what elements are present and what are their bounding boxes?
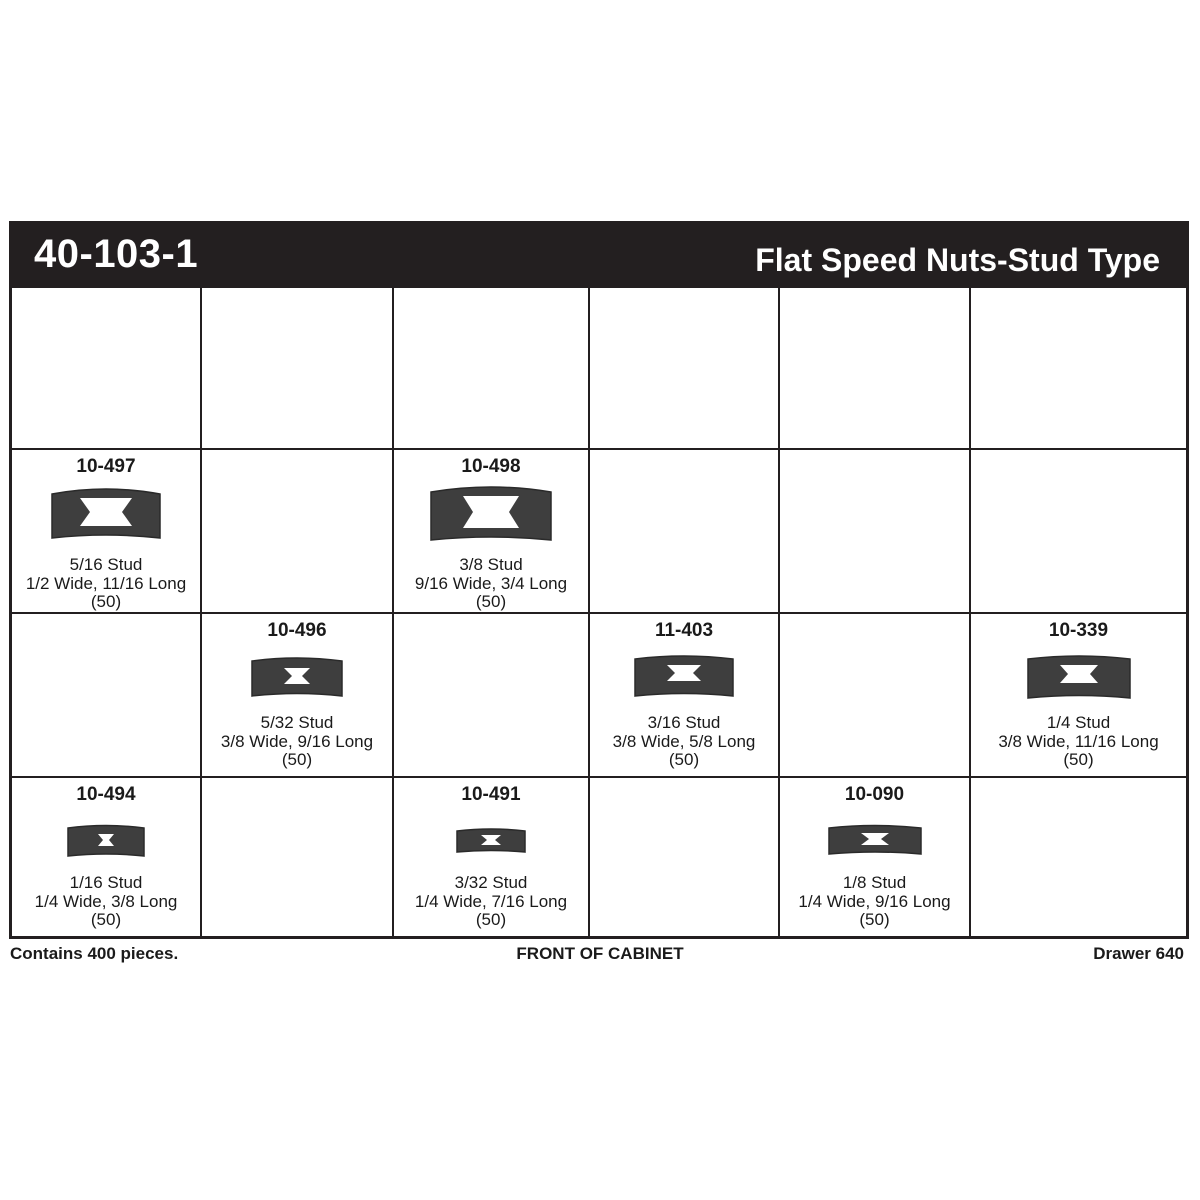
- compartment: [202, 614, 392, 776]
- speed-nut-icon: [827, 824, 923, 856]
- cabinet-orientation: FRONT OF CABINET: [516, 944, 684, 963]
- quantity: (50): [90, 910, 122, 929]
- part-number: 11-403: [654, 620, 714, 641]
- compartment: [590, 614, 778, 776]
- compartment: [12, 450, 200, 612]
- quantity: (50): [1063, 750, 1094, 769]
- compartment: [394, 778, 588, 936]
- quantity: (50): [668, 750, 700, 769]
- compartment: [394, 450, 588, 612]
- drawer-number: Drawer 640: [1093, 944, 1184, 963]
- compartment: [971, 614, 1186, 776]
- nut-dimensions: 1/4 Wide, 3/8 Long: [34, 891, 178, 911]
- header-bar: [12, 224, 1186, 288]
- compartment: [780, 778, 969, 936]
- stud-size: 5/16 Stud: [69, 555, 143, 574]
- part-number: 10-491: [461, 784, 521, 805]
- compartment: [12, 778, 200, 936]
- stud-size: 3/8 Stud: [459, 555, 523, 574]
- part-number: 10-498: [461, 456, 521, 477]
- stud-size: 1/16 Stud: [69, 873, 143, 892]
- part-number: 10-494: [76, 784, 136, 805]
- quantity: (50): [475, 592, 507, 611]
- piece-count: Contains 400 pieces.: [10, 944, 179, 963]
- kit-title: Flat Speed Nuts-Stud Type: [755, 242, 1160, 278]
- part-number: 10-090: [844, 784, 905, 805]
- quantity: (50): [281, 750, 313, 769]
- speed-nut-icon: [1026, 654, 1132, 700]
- speed-nut-icon: [455, 828, 527, 854]
- nut-dimensions: 1/4 Wide, 9/16 Long: [798, 891, 951, 911]
- speed-nut-icon: [50, 486, 162, 540]
- stud-size: 3/32 Stud: [454, 873, 528, 892]
- drawer-chart: [9, 221, 1189, 939]
- part-number: 10-497: [76, 456, 136, 477]
- nut-dimensions: 3/8 Wide, 5/8 Long: [612, 731, 756, 751]
- speed-nut-icon: [633, 654, 735, 698]
- nut-dimensions: 1/4 Wide, 7/16 Long: [414, 891, 568, 911]
- part-number: 10-496: [267, 620, 327, 641]
- nut-dimensions: 3/8 Wide, 11/16 Long: [998, 731, 1159, 751]
- quantity: (50): [90, 592, 122, 611]
- nut-dimensions: 9/16 Wide, 3/4 Long: [414, 573, 568, 593]
- speed-nut-icon: [250, 656, 344, 698]
- speed-nut-icon: [429, 484, 553, 542]
- kit-number: 40-103-1: [34, 232, 199, 276]
- stud-size: 1/4 Stud: [1046, 713, 1111, 732]
- part-number: 10-339: [1048, 620, 1109, 641]
- quantity: (50): [475, 910, 507, 929]
- speed-nut-icon: [66, 824, 146, 858]
- nut-dimensions: 1/2 Wide, 11/16 Long: [25, 573, 187, 593]
- quantity: (50): [859, 910, 890, 929]
- compartment-grid: [12, 288, 1186, 936]
- stud-size: 5/32 Stud: [260, 713, 334, 732]
- stud-size: 3/16 Stud: [647, 713, 721, 732]
- nut-dimensions: 3/8 Wide, 9/16 Long: [220, 731, 374, 751]
- stud-size: 1/8 Stud: [842, 873, 907, 892]
